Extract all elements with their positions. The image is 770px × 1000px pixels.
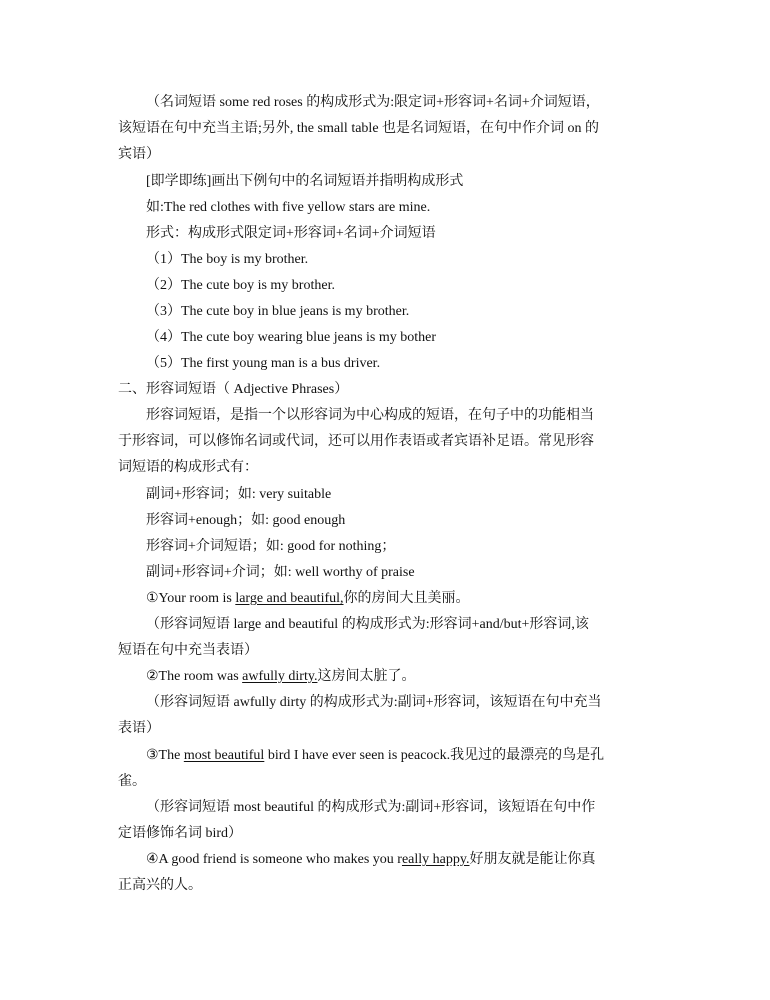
section-2-intro-line-1: 形容词短语，是指一个以形容词为中心构成的短语，在句子中的功能相当 bbox=[146, 408, 594, 423]
form-adjective-enough: 形容词+enough；如: good enough bbox=[146, 513, 346, 528]
practice-item-2: （2）The cute boy is my brother. bbox=[146, 278, 335, 293]
example-3-continuation: 雀。 bbox=[118, 774, 146, 789]
practice-item-4: （4）The cute boy wearing blue jeans is my bother bbox=[146, 330, 437, 345]
form-adverb-adjective-prep: 副词+形容词+介词；如: well worthy of praise bbox=[146, 565, 415, 580]
example-2-translation: 这房间太脏了。 bbox=[317, 669, 416, 684]
practice-form: 形式：构成形式限定词+形容词+名词+介词短语 bbox=[146, 226, 436, 241]
example-1-note-line-2: 短语在句中充当表语） bbox=[118, 643, 258, 658]
note-noun-phrase-line-1: （名词短语 some red roses 的构成形式为:限定词+形容词+名词+介词短语， bbox=[146, 95, 600, 110]
example-3-rest: bird I have ever seen is peacock.我见过的最漂亮的鸟是孔 bbox=[264, 748, 605, 763]
example-1-text: ①Your room is bbox=[146, 591, 236, 606]
example-2-text: ②The room was bbox=[146, 669, 243, 684]
note-noun-phrase-line-2: 该短语在句中充当主语;另外, the small table 也是名词短语，在句中作介词 on 的 bbox=[118, 121, 600, 136]
practice-item-3: （3）The cute boy in blue jeans is my brother. bbox=[146, 304, 410, 319]
example-1-underlined-phrase: large and beautiful, bbox=[235, 591, 344, 606]
example-2-note-line-1: （形容词短语 awfully dirty 的构成形式为:副词+形容词，该短语在句中充当 bbox=[146, 695, 602, 710]
example-2 bbox=[146, 667, 658, 687]
practice-heading: [即学即练]画出下例句中的名词短语并指明构成形式 bbox=[146, 174, 464, 189]
section-2-intro-line-2: 于形容词，可以修饰名词或代词，还可以用作表语或者宾语补足语。常见形容 bbox=[118, 434, 594, 449]
example-1 bbox=[146, 589, 658, 609]
section-2-intro-line-3: 词短语的构成形式有： bbox=[118, 460, 258, 475]
example-4-continuation: 正高兴的人。 bbox=[118, 878, 202, 893]
practice-item-1: （1）The boy is my brother. bbox=[146, 252, 309, 267]
example-1-note-line-1: （形容词短语 large and beautiful 的构成形式为:形容词+and/but+形容词,该 bbox=[146, 617, 589, 632]
example-4-translation: 好朋友就是能让你真 bbox=[469, 852, 596, 867]
example-4-underlined-phrase: eally happy. bbox=[401, 852, 470, 867]
example-2-underlined-phrase: awfully dirty. bbox=[242, 669, 318, 684]
example-4 bbox=[146, 850, 658, 870]
example-3-note-line-2: 定语修饰名词 bird） bbox=[118, 826, 243, 841]
note-noun-phrase-line-3: 宾语） bbox=[118, 147, 160, 162]
example-4-text: ④A good friend is someone who makes you r bbox=[146, 852, 402, 867]
example-3-text: ③The bbox=[146, 748, 184, 763]
practice-item-5: （5）The first young man is a bus driver. bbox=[146, 356, 381, 371]
example-3 bbox=[146, 746, 658, 766]
example-2-note-line-2: 表语） bbox=[118, 721, 160, 736]
practice-example: 如:The red clothes with five yellow stars are mine. bbox=[146, 200, 431, 215]
form-adjective-prep-phrase: 形容词+介词短语；如: good for nothing； bbox=[146, 539, 396, 554]
form-adverb-adjective: 副词+形容词；如: very suitable bbox=[146, 487, 332, 502]
example-3-note-line-1: （形容词短语 most beautiful 的构成形式为:副词+形容词，该短语在句中作 bbox=[146, 800, 596, 815]
example-1-translation: 你的房间大且美丽。 bbox=[343, 591, 470, 606]
section-2-title: 二、形容词短语（ Adjective Phrases） bbox=[118, 382, 349, 397]
example-3-underlined-phrase: most beautiful bbox=[183, 748, 265, 763]
